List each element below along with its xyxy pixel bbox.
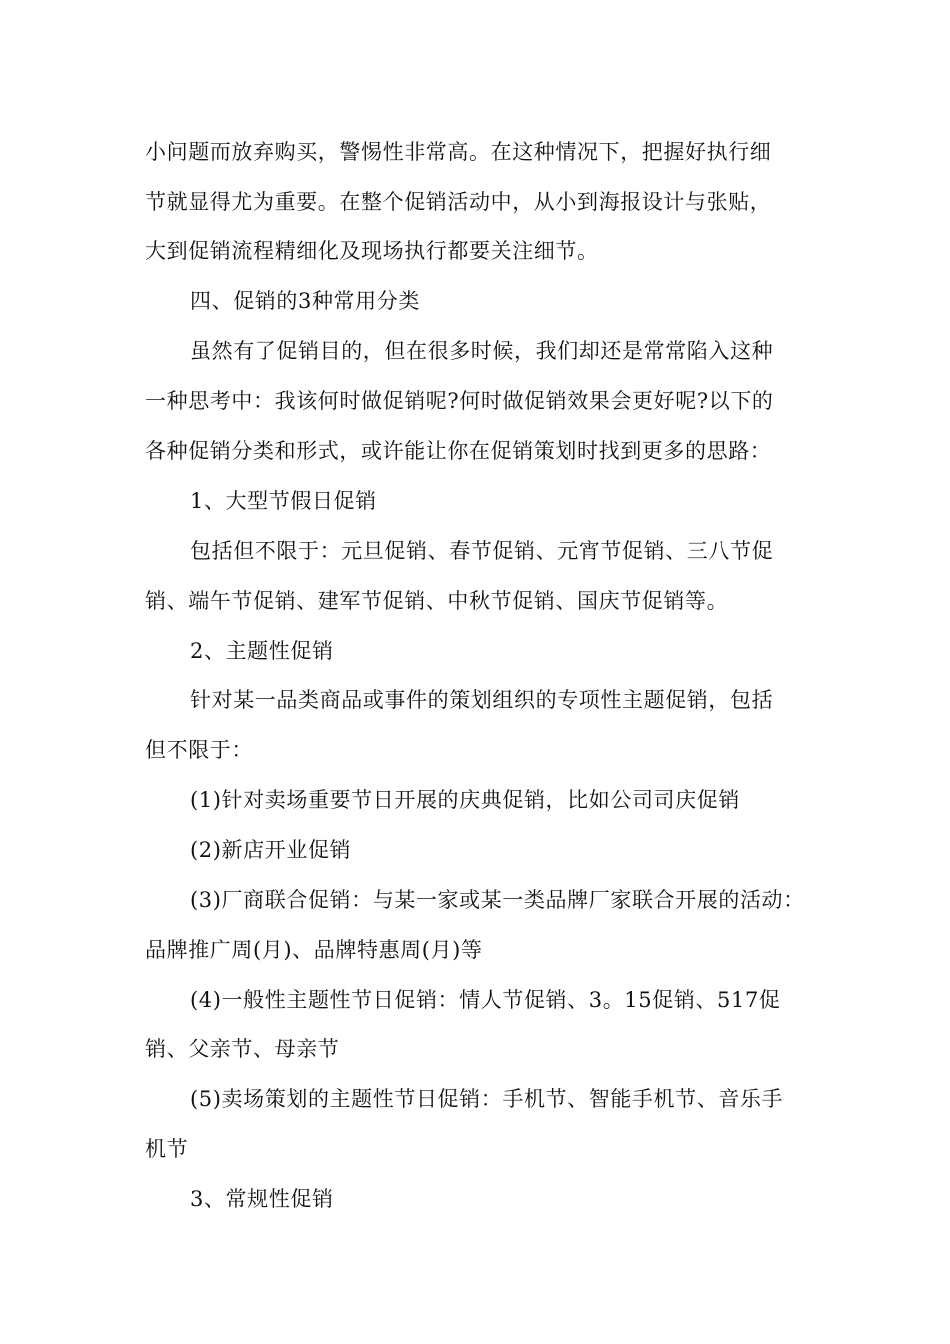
body-text-line: 各种促销分类和形式，或许能让你在促销策划时找到更多的思路： <box>145 439 772 463</box>
list-item-continuation: 机节 <box>145 1137 189 1161</box>
body-text-line: 小问题而放弃购买，警惕性非常高。在这种情况下，把握好执行细 <box>145 140 772 164</box>
list-item-continuation: 销、父亲节、母亲节 <box>145 1037 340 1061</box>
body-text-line: 节就显得尤为重要。在整个促销活动中，从小到海报设计与张贴， <box>145 190 772 214</box>
list-item: (5)卖场策划的主题性节日促销：手机节、智能手机节、音乐手 <box>190 1087 784 1111</box>
list-item-continuation: 品牌推广周(月)、品牌特惠周(月)等 <box>145 938 483 962</box>
list-item: (4)一般性主题性节日促销：情人节促销、3。15促销、517促 <box>190 988 781 1012</box>
list-item: (1)针对卖场重要节日开展的庆典促销，比如公司司庆促销 <box>190 788 740 812</box>
body-text-line: 一种思考中：我该何时做促销呢?何时做促销效果会更好呢?以下的 <box>145 389 774 413</box>
subsection-heading: 2、主题性促销 <box>190 639 334 663</box>
list-item: (2)新店开业促销 <box>190 838 352 862</box>
list-item: (3)厂商联合促销：与某一家或某一类品牌厂家联合开展的活动： <box>190 888 805 912</box>
body-text-line: 虽然有了促销目的，但在很多时候，我们却还是常常陷入这种 <box>190 339 774 363</box>
body-text-line: 销、端午节促销、建军节促销、中秋节促销、国庆节促销等。 <box>145 589 729 613</box>
body-text-line: 针对某一品类商品或事件的策划组织的专项性主题促销，包括 <box>190 688 774 712</box>
body-text-line: 大到促销流程精细化及现场执行都要关注细节。 <box>145 239 599 263</box>
subsection-heading: 3、常规性促销 <box>190 1187 334 1211</box>
body-text-line: 但不限于： <box>145 738 253 762</box>
body-text-line: 包括但不限于：元旦促销、春节促销、元宵节促销、三八节促 <box>190 539 774 563</box>
subsection-heading: 1、大型节假日促销 <box>190 489 377 513</box>
section-heading: 四、促销的3种常用分类 <box>190 289 420 313</box>
